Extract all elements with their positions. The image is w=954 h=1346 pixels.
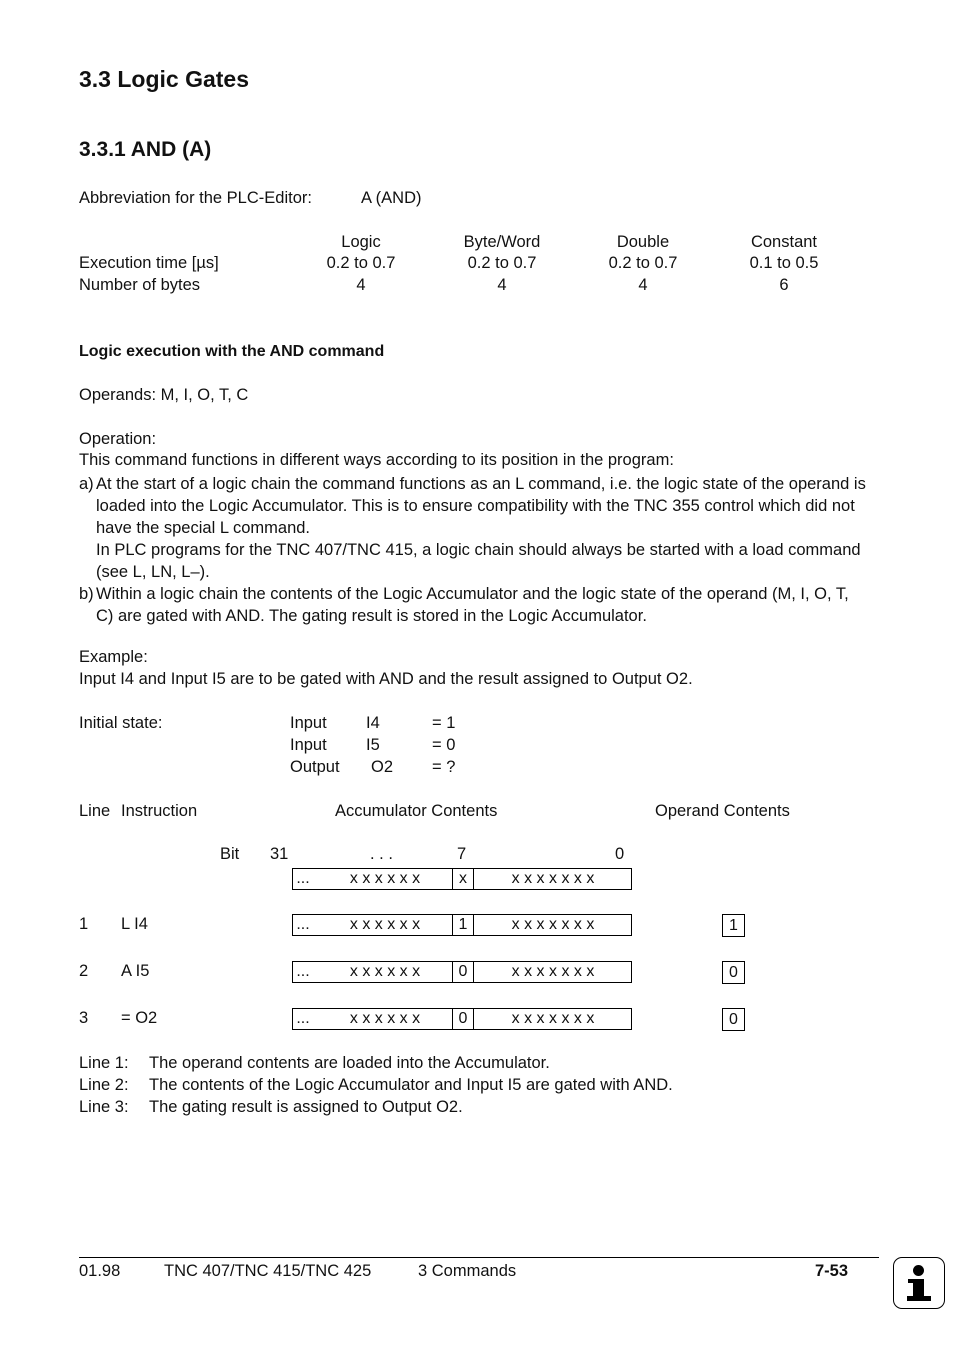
page-number: 7-53 (815, 1262, 849, 1280)
register-divider (473, 1009, 474, 1029)
list-item (79, 473, 869, 539)
register-step-1 (292, 914, 632, 936)
register-bit7: 1 (458, 916, 468, 933)
state-type: Output (290, 758, 340, 776)
table-cell: 0.2 to 0.7 (608, 254, 678, 272)
state-name: I4 (366, 714, 380, 732)
footer-chapter: 3 Commands (418, 1262, 517, 1280)
col-header: Byte/Word (463, 233, 541, 251)
list-item (79, 539, 869, 583)
bit-high: 31 (270, 845, 289, 863)
col-header: Double (616, 233, 670, 251)
example-label: Example: (79, 648, 148, 666)
register-low-bits: x x x x x x x (511, 963, 595, 980)
register-low-bits: x x x x x x x (511, 916, 595, 933)
note-text: The gating result is assigned to Output O2. (149, 1098, 463, 1116)
register-prefix: ... (296, 916, 310, 933)
register-high-bits: x x x x x x (349, 916, 421, 933)
state-type: Input (290, 714, 327, 732)
register-prefix: ... (296, 870, 310, 887)
col-header: Logic (341, 233, 381, 251)
register-template (292, 868, 632, 890)
list-label: a) (79, 475, 94, 493)
register-prefix: ... (296, 963, 310, 980)
operation-intro: This command functions in different ways according to its position in the program: (79, 451, 674, 469)
row-label: Number of bytes (79, 276, 201, 294)
register-divider (473, 962, 474, 982)
step-instruction: = O2 (121, 1009, 158, 1027)
header-line: Line (79, 802, 111, 820)
register-low-bits: x x x x x x x (511, 870, 595, 887)
step-instruction: L I4 (121, 915, 148, 933)
abbrev-value: A (AND) (361, 189, 422, 207)
col-header: Constant (750, 233, 818, 251)
register-step-3 (292, 1008, 632, 1030)
state-value: = ? (432, 758, 456, 776)
list-text (96, 539, 866, 583)
header-accumulator: Accumulator Contents (335, 802, 498, 820)
register-bit7: x (459, 870, 467, 887)
operation-label: Operation: (79, 430, 157, 448)
table-cell: 6 (779, 276, 789, 294)
row-label: Execution time [µs] (79, 254, 219, 272)
table-cell: 4 (638, 276, 648, 294)
abbrev-label: Abbreviation for the PLC-Editor: (79, 189, 312, 207)
footer-date: 01.98 (79, 1262, 121, 1280)
step-line: 3 (79, 1009, 89, 1027)
operand-box: 1 (722, 914, 745, 937)
register-high-bits: x x x x x x (349, 1010, 421, 1027)
register-divider (473, 869, 474, 889)
register-step-2 (292, 961, 632, 983)
register-high-bits: x x x x x x (349, 870, 421, 887)
subsection-title: 3.3.1 AND (A) (79, 138, 212, 161)
step-line: 2 (79, 962, 89, 980)
list-text: At the start of a logic chain the command functions as an L command, i.e. the logic state of the operand is loaded into the Logic Accumulator. This is to ensure compatibility with the TNC 355 control which did not have the special L command. (96, 475, 866, 537)
footer-model: TNC 407/TNC 415/TNC 425 (164, 1262, 372, 1280)
note-label: Line 1: (79, 1054, 129, 1072)
register-low-bits: x x x x x x x (511, 1010, 595, 1027)
example-text: Input I4 and Input I5 are to be gated with AND and the result assigned to Output O2. (79, 670, 693, 688)
state-value: = 1 (432, 714, 456, 732)
header-instruction: Instruction (121, 802, 198, 820)
note-label: Line 2: (79, 1076, 129, 1094)
state-name: I5 (366, 736, 380, 754)
table-cell: 0.2 to 0.7 (467, 254, 537, 272)
register-high-bits: x x x x x x (349, 963, 421, 980)
operand-box: 0 (722, 961, 745, 984)
step-line: 1 (79, 915, 89, 933)
bit-dots: . . . (370, 845, 393, 863)
table-cell: 0.1 to 0.5 (749, 254, 819, 272)
operand-box: 0 (722, 1008, 745, 1031)
step-instruction: A I5 (121, 962, 150, 980)
register-divider (473, 915, 474, 935)
bit-mid: 7 (457, 845, 467, 863)
list-text: Within a logic chain the contents of the Logic Accumulator and the logic state of the operand (M, I, O, T, C) are gated with AND. The gating result is stored in the Logic Accumulator. (96, 585, 849, 625)
state-type: Input (290, 736, 327, 754)
bit-low: 0 (615, 845, 625, 863)
section-title: 3.3 Logic Gates (79, 66, 250, 92)
note-text: The contents of the Logic Accumulator and Input I5 are gated with AND. (149, 1076, 673, 1094)
logic-heading: Logic execution with the AND command (79, 343, 385, 360)
register-prefix: ... (296, 1010, 310, 1027)
state-value: = 0 (432, 736, 456, 754)
note-text: The operand contents are loaded into the Accumulator. (149, 1054, 550, 1072)
bit-label: Bit (220, 845, 240, 863)
initial-state-label: Initial state: (79, 714, 163, 732)
header-operand: Operand Contents (655, 802, 790, 820)
register-bit7: 0 (458, 1010, 468, 1027)
table-cell: 0.2 to 0.7 (326, 254, 396, 272)
note-label: Line 3: (79, 1098, 129, 1116)
table-cell: 4 (497, 276, 507, 294)
info-icon (893, 1257, 945, 1309)
register-bit7: 0 (458, 963, 468, 980)
table-cell: 4 (356, 276, 366, 294)
list-item (79, 583, 869, 627)
state-name: O2 (371, 758, 394, 776)
operands: Operands: M, I, O, T, C (79, 386, 249, 404)
list-label: b) (79, 585, 94, 603)
footer-rule (79, 1257, 879, 1258)
list-text-content: In PLC programs for the TNC 407/TNC 415, a logic chain should always be started with a load command (see L, LN, L–). (96, 541, 861, 581)
